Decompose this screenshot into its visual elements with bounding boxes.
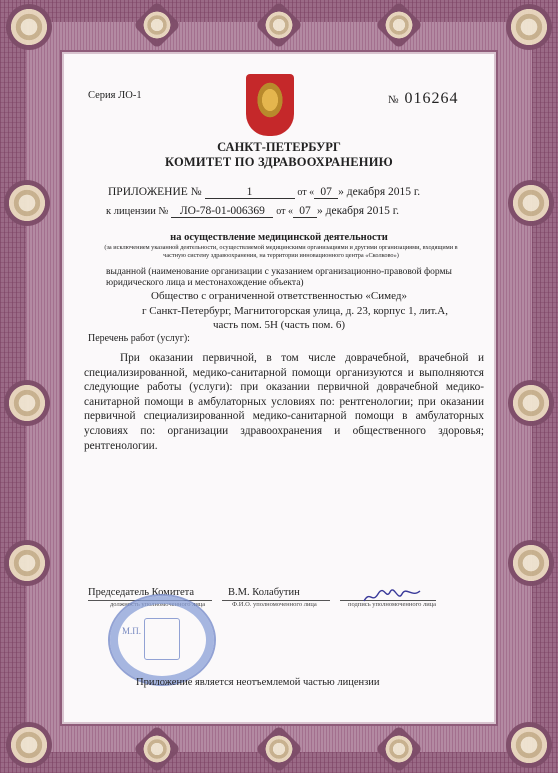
organization-name: Общество с ограниченной ответственностью «Симед» (151, 290, 407, 302)
chairman-sub-label: должность уполномоченного лица (110, 601, 206, 608)
official-stamp-icon (108, 594, 216, 686)
address-line-1: г Санкт-Петербург, Магнитогорская улица, д. 23, корпус 1, лит.А, (142, 305, 448, 317)
footer-note: Приложение является неотъемлемой частью лицензии (136, 677, 380, 688)
signature-sub-label: подпись уполномоченного лица (348, 601, 437, 608)
chairman-name-sub-label: Ф.И.О. уполномоченного лица (232, 601, 317, 608)
corner-ornament-icon (506, 722, 552, 768)
series-label: Серия ЛО-1 (88, 90, 142, 101)
license-line: к лицензии № ЛО-78-01-006369 от « 07 » декабря 2015 г. (106, 205, 400, 217)
border-ornament-icon (4, 380, 50, 426)
issued-to-line: выданной (наименование организации с указанием организационно-правовой формы юридического лица и местонахождение объекта) (106, 267, 452, 288)
committee-title: КОМИТЕТ ПО ЗДРАВООХРАНЕНИЮ (165, 155, 393, 169)
border-ornament-icon (508, 380, 554, 426)
corner-ornament-icon (6, 722, 52, 768)
chairman-name: В.М. Колабутин (228, 587, 300, 598)
chairman-label: Председатель Комитета (88, 587, 195, 598)
border-ornament-icon (508, 540, 554, 586)
services-label: Перечень работ (услуг): (88, 333, 190, 344)
address-line-2: часть пом. 5Н (часть пом. 6) (212, 319, 346, 331)
document-number: № 016264 (388, 90, 459, 107)
activity-note: (за исключением указанной деятельности, осуществляемой медицинскими организациями и другими организациями, входящими в частную систему здравоохранения, на территории инновационного центра «Сколково») (104, 244, 458, 259)
border-ornament-icon (508, 180, 554, 226)
handwritten-signature-icon (362, 586, 422, 608)
corner-ornament-icon (6, 4, 52, 50)
coat-of-arms-icon (246, 74, 294, 136)
activity-title: на осуществление медицинской деятельности (170, 232, 388, 243)
border-ornament-icon (4, 540, 50, 586)
services-text: При оказании первичной, в том числе доврачебной, врачебной и специализированной, медико-санитарной помощи организуются и выполняются следующие работы (услуги): при оказании первичной доврачебной медико-санитарной помощи в амбулаторных условиях по: рентгенологии; при оказании первичной специализированной медико-санитарной помощи в амбулаторных условиях по: организации здравоохранения и общественного здоровья; рентгенологии. (84, 352, 484, 452)
border-ornament-icon (4, 180, 50, 226)
city-header: САНКТ-ПЕТЕРБУРГ (217, 140, 341, 154)
appendix-line: ПРИЛОЖЕНИЕ № 1 от « 07 » декабря 2015 г. (108, 186, 421, 198)
stamp-label: М.П. (122, 626, 142, 636)
corner-ornament-icon (506, 4, 552, 50)
